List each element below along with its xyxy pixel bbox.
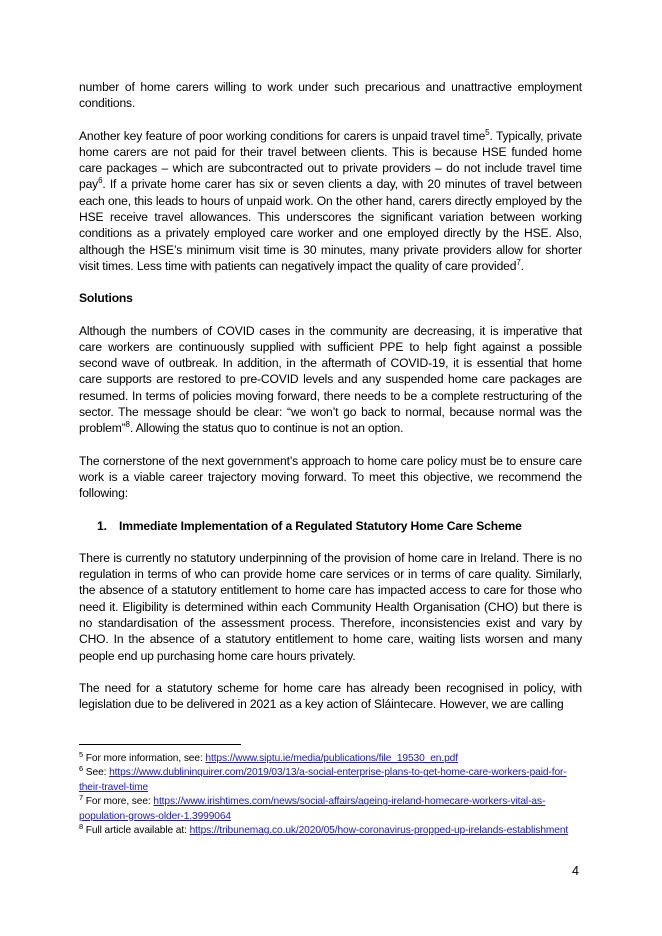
paragraph-slaintecare: The need for a statutory scheme for home care has already been recognised in policy, with legislation due to be delivered in 2021 as a key action of Sláintecare. However, we are calling <box>79 680 582 712</box>
footnote-ref-8[interactable]: 8 <box>125 420 130 430</box>
footnote-ref-7[interactable]: 7 <box>516 257 521 267</box>
footnote-number: 7 <box>79 793 84 803</box>
footnote-ref-6[interactable]: 6 <box>98 176 103 186</box>
footnote-6 <box>79 766 584 795</box>
text: . Typically, private home carers are not paid for their travel between clients. This is because HSE funded home care packages – which are subcontracted out to private providers – do not include travel time pay <box>79 128 583 192</box>
heading-solutions: Solutions <box>79 291 133 306</box>
footnote-number: 5 <box>79 750 84 759</box>
footnote-number: 6 <box>79 764 84 774</box>
footnote-text: Full article available at: <box>83 825 190 837</box>
text: Although the numbers of COVID cases in the community are decreasing, it is imperative that care workers are continuously supplied with sufficient PPE to help fight against a possible second wave of outbreak. In addition, in the aftermath of COVID-19, it is essential that home care supports are restored to pre-COVID levels and any suspended home care packages are resumed. In terms of policies moving forward, there needs to be a complete restructuring of the sector. The message should be clear: “we won’t go back to normal, because normal was the problem” <box>79 323 582 436</box>
footnote-text: For more information, see: <box>83 753 206 764</box>
footnote-link[interactable]: https://tribunemag.co.uk/2020/05/how-coronavirus-propped-up-irelands-establishment <box>189 825 569 837</box>
footnote-text: For more, see: <box>83 796 154 808</box>
footnote-5 <box>79 752 584 766</box>
footnote-text: See: <box>83 767 110 779</box>
page-number: 4 <box>572 864 579 878</box>
paragraph-travel-time <box>79 128 582 275</box>
footnotes <box>79 752 584 838</box>
footnote-link[interactable]: https://www.siptu.ie/media/publications/file_19530_en.pdf <box>205 753 458 764</box>
paragraph-cornerstone: The cornerstone of the next government’s approach to home care policy must be to ensure care work is a viable career trajectory moving forward. To meet this objective, we recommend the following: <box>79 453 582 501</box>
footnote-8 <box>79 824 584 838</box>
footnote-number: 8 <box>79 822 84 832</box>
paragraph-covid <box>79 323 582 437</box>
text: Another key feature of poor working conditions for carers is unpaid travel time <box>79 128 486 143</box>
footnote-link[interactable]: https://www.irishtimes.com/news/social-affairs/ageing-ireland-homecare-workers-vital-as-population-grows-older-1.3999064 <box>79 796 546 822</box>
text: . If a private home carer has six or seven clients a day, with 20 minutes of travel between each one, this leads to hours of unpaid work. On the other hand, carers directly employed by the HSE receive travel allowances. This underscores the significant variation between working conditions as a privately employed care worker and one employed directly by the HSE. Also, although the HSE’s minimum visit time is 30 minutes, many private providers allow for shorter visit times. Less time with patients can negatively impact the quality of care provided <box>79 177 582 273</box>
paragraph-statutory: There is currently no statutory underpinning of the provision of home care in Ireland. There is no regulation in terms of who can provide home care services or in terms of care quality. Similarly, the absence of a statutory entitlement to home care has impacted access to care for those who need it. Eligibility is determined within each Community Health Organisation (CHO) but there is no standardisation of the assessment process. Therefore, inconsistencies exist and vary by CHO. In the absence of a statutory entitlement to home care, waiting lists worsen and many people end up purchasing home care hours privately. <box>79 550 582 663</box>
footnote-ref-5[interactable]: 5 <box>485 127 490 137</box>
paragraph-continuation: number of home carers willing to work under such precarious and unattractive employment conditions. <box>79 80 582 111</box>
footnote-separator <box>79 744 241 745</box>
heading-text: Immediate Implementation of a Regulated Statutory Home Care Scheme <box>119 518 522 533</box>
heading-number: 1. <box>97 518 107 533</box>
numbered-heading <box>79 518 582 534</box>
text: . Allowing the status quo to continue is not an option. <box>129 421 404 436</box>
document-body <box>79 79 582 729</box>
footnote-link[interactable]: https://www.dublininquirer.com/2019/03/13/a-social-enterprise-plans-to-get-home-care-workers-paid-for-their-travel-time <box>79 767 567 793</box>
footnote-7 <box>79 795 584 824</box>
text: . <box>520 258 524 273</box>
